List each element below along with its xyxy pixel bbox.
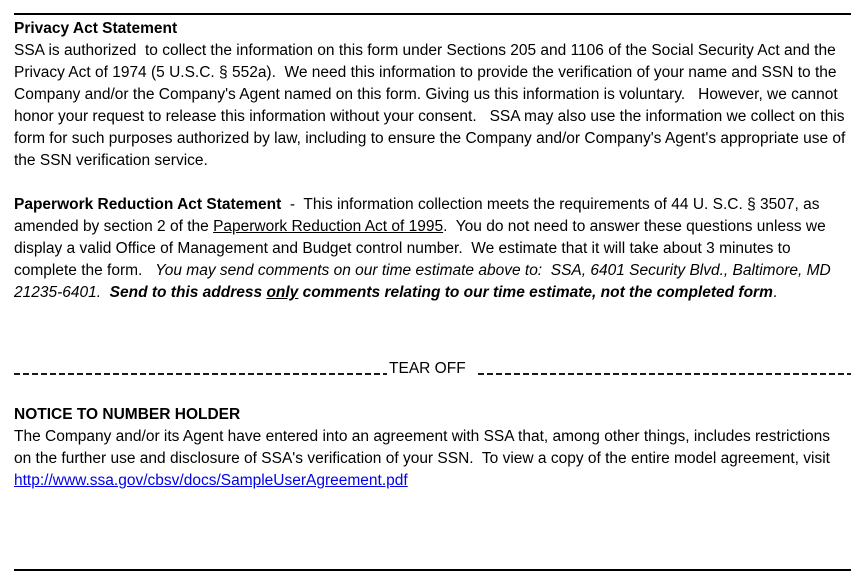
paperwork-send-2-bold-italic: comments relating to our time estimate, not the completed form xyxy=(298,284,773,301)
paperwork-text-1: This information collection meets the requirements of 44 U. S.C. § 3507, as amended by section 2 of the xyxy=(14,196,824,235)
privacy-act-section xyxy=(14,18,851,172)
notice-section xyxy=(14,404,851,492)
tear-off-dash-right xyxy=(478,373,851,375)
agreement-link[interactable]: http://www.ssa.gov/cbsv/docs/SampleUserAgreement.pdf xyxy=(14,472,408,489)
notice-text: The Company and/or its Agent have entered into an agreement with SSA that, among other things, includes restrictions on the further use and disclosure of SSA's verification of your SSN. To view a copy of the entire model agreement, visit xyxy=(14,428,835,467)
privacy-act-body: SSA is authorized to collect the information on this form under Sections 205 and 1106 of the Social Security Act and the Privacy Act of 1974 (5 U.S.C. § 552a). We need this information to provide the verification of your name and SSN to the Company and/or the Company's Agent named on this form. Giving us this information is voluntary. However, we cannot honor your request to release this information without your consent. SSA may also use the information we collect on this form for such purposes authorized by law, including to ensure the Company and/or Company's Agent's appropriate use of the SSN verification service. xyxy=(14,42,850,169)
bottom-rule xyxy=(14,569,851,571)
paperwork-period: . xyxy=(772,284,778,301)
tear-off-line xyxy=(14,358,851,380)
paperwork-text-2: . You do not need to answer these questions unless we display a valid Office of Management and Budget control number. We estimate that it will take about 3 minutes to complete the form. xyxy=(14,218,831,279)
tear-off-dash-left xyxy=(14,373,387,375)
paperwork-section xyxy=(14,194,851,304)
paperwork-act-name-underlined: Paperwork Reduction Act of 1995 xyxy=(213,218,444,235)
paperwork-heading: Paperwork Reduction Act Statement xyxy=(14,196,282,213)
notice-heading: NOTICE TO NUMBER HOLDER xyxy=(14,406,241,423)
paperwork-only-underlined: only xyxy=(266,284,299,301)
paperwork-separator: - xyxy=(281,196,304,213)
privacy-act-heading: Privacy Act Statement xyxy=(14,20,178,37)
paperwork-body xyxy=(14,194,851,304)
top-rule xyxy=(14,13,851,15)
tear-off-label: TEAR OFF xyxy=(389,360,470,377)
paperwork-send-1-bold-italic: Send to this address xyxy=(109,284,267,301)
notice-body xyxy=(14,426,851,492)
paperwork-comments-note-italic: You may send comments on our time estimate above to: SSA, 6401 Security Blvd., Baltimore, MD 21235-6401. xyxy=(14,262,840,301)
